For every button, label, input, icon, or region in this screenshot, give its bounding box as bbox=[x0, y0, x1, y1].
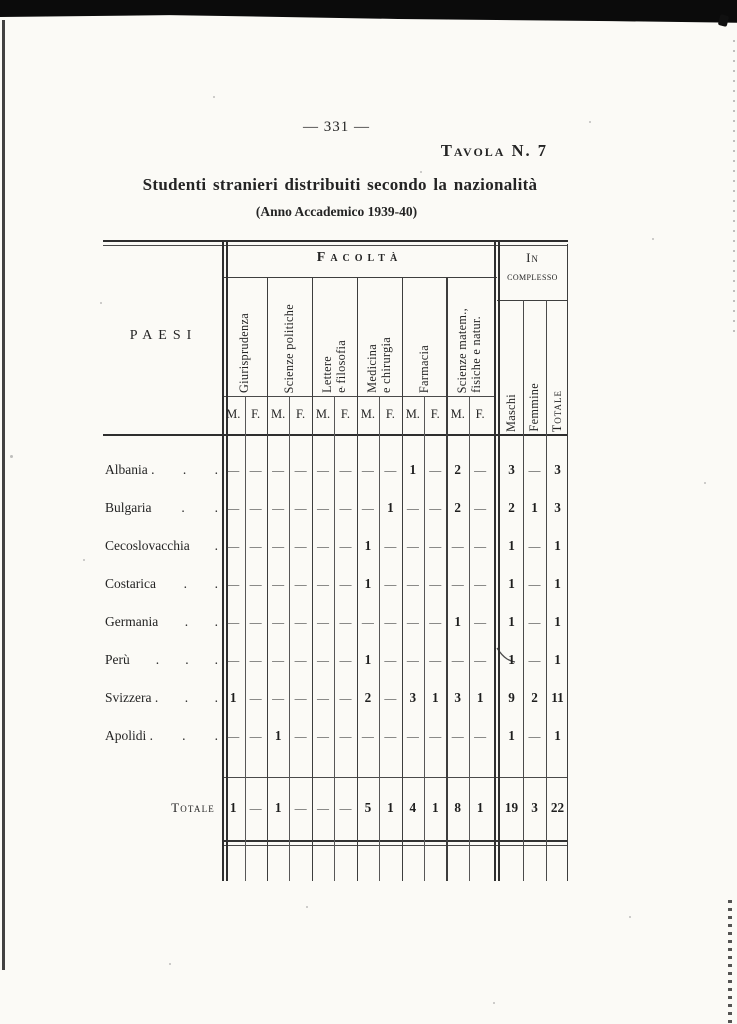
table-cell: — bbox=[474, 463, 487, 477]
table-rule bbox=[222, 777, 568, 778]
table-cell: 1 bbox=[274, 800, 282, 815]
table-cell: — bbox=[227, 615, 240, 629]
faculty-label: e chirurgia bbox=[379, 337, 394, 393]
table-cell: — bbox=[317, 615, 330, 629]
subheader-f: F. bbox=[251, 407, 261, 421]
table-cell: — bbox=[384, 539, 397, 553]
table-cell: — bbox=[429, 653, 442, 667]
table-cell: — bbox=[227, 463, 240, 477]
statistics-table bbox=[105, 240, 568, 885]
subheader-m: M. bbox=[226, 407, 241, 421]
leader-dot: . bbox=[214, 462, 218, 477]
table-cell: — bbox=[429, 615, 442, 629]
table-cell: — bbox=[317, 801, 330, 815]
table-cell: 1 bbox=[554, 538, 561, 553]
table-cell: 19 bbox=[504, 800, 519, 815]
scan-right-edge-dots bbox=[733, 40, 735, 340]
table-cell: — bbox=[528, 577, 541, 591]
table-cell: — bbox=[474, 615, 487, 629]
table-cell: 2 bbox=[531, 690, 538, 705]
table-cell: — bbox=[528, 463, 541, 477]
table-cell: 1 bbox=[508, 728, 515, 743]
table-row bbox=[105, 574, 568, 594]
table-cell: 5 bbox=[364, 800, 372, 815]
subheader-f: F. bbox=[296, 407, 306, 421]
country-name: Apolidi . bbox=[105, 728, 154, 743]
country-name: Svizzera . bbox=[105, 690, 159, 705]
table-cell: — bbox=[451, 729, 464, 743]
table-total-row bbox=[105, 798, 568, 818]
faculty-label: Medicina bbox=[364, 344, 379, 393]
table-cell: — bbox=[227, 501, 240, 515]
row-label bbox=[105, 726, 218, 746]
table-cell: — bbox=[384, 729, 397, 743]
table-rule bbox=[222, 396, 495, 397]
table-cell: — bbox=[384, 615, 397, 629]
table-cell: — bbox=[406, 653, 419, 667]
table-cell: — bbox=[272, 577, 285, 591]
plate-label: Tavola N. 7 bbox=[440, 141, 548, 160]
table-cell: — bbox=[249, 801, 262, 815]
faculty-header-lettere-filosofia bbox=[312, 279, 357, 393]
table-cell: 1 bbox=[554, 614, 561, 629]
table-cell: — bbox=[528, 729, 541, 743]
column-group-facolta: Facoltà bbox=[316, 250, 403, 265]
table-cell: — bbox=[474, 577, 487, 591]
table-cell: — bbox=[339, 615, 352, 629]
table-rule bbox=[497, 300, 567, 301]
table-cell: — bbox=[272, 691, 285, 705]
table-cell: — bbox=[294, 691, 307, 705]
table-cell: — bbox=[406, 729, 419, 743]
scan-corner-mark bbox=[718, 14, 729, 27]
table-cell: — bbox=[294, 501, 307, 515]
leader-dot: . bbox=[214, 538, 218, 553]
faculty-label: Farmacia bbox=[416, 344, 431, 393]
table-cell: — bbox=[384, 463, 397, 477]
row-label bbox=[105, 574, 218, 594]
table-cell: — bbox=[272, 501, 285, 515]
table-cell: — bbox=[474, 653, 487, 667]
leader-dot: . bbox=[181, 500, 185, 515]
table-cell: 1 bbox=[431, 800, 439, 815]
table-cell: — bbox=[429, 463, 442, 477]
table-cell: — bbox=[227, 653, 240, 667]
table-cell: — bbox=[339, 653, 352, 667]
table-cell: 1 bbox=[274, 728, 282, 743]
table-cell: 2 bbox=[364, 690, 372, 705]
table-cell: — bbox=[294, 539, 307, 553]
table-cell: — bbox=[339, 729, 352, 743]
table-cell: 1 bbox=[364, 538, 372, 553]
table-cell: 1 bbox=[387, 500, 394, 515]
faculty-label: fisiche e natur. bbox=[468, 316, 483, 393]
table-cell: — bbox=[294, 615, 307, 629]
table-cell: — bbox=[294, 653, 307, 667]
table-cell: 2 bbox=[454, 500, 462, 515]
column-header-paesi: PAESI bbox=[129, 328, 198, 343]
table-cell: — bbox=[474, 539, 487, 553]
leader-dot: . bbox=[214, 614, 218, 629]
table-cell: — bbox=[361, 615, 374, 629]
table-cell: 1 bbox=[554, 576, 561, 591]
table-cell: 2 bbox=[454, 462, 462, 477]
table-rule bbox=[222, 845, 568, 846]
table-cell: — bbox=[406, 539, 419, 553]
table-cell: — bbox=[317, 577, 330, 591]
country-name: Perù bbox=[105, 652, 130, 667]
table-cell: — bbox=[339, 463, 352, 477]
table-row bbox=[105, 726, 568, 746]
table-cell: — bbox=[249, 653, 262, 667]
table-cell: 4 bbox=[409, 800, 417, 815]
table-cell: — bbox=[249, 729, 262, 743]
scan-right-edge-marks bbox=[728, 900, 732, 1024]
maschi-label: Maschi bbox=[504, 393, 519, 432]
table-cell: — bbox=[227, 539, 240, 553]
table-cell: — bbox=[227, 729, 240, 743]
table-cell: — bbox=[339, 539, 352, 553]
totale-label: Totale bbox=[550, 389, 565, 432]
subheader-m: M. bbox=[315, 407, 331, 421]
table-cell: — bbox=[272, 539, 285, 553]
row-label bbox=[105, 536, 218, 556]
faculty-header-scienze-matem bbox=[446, 279, 491, 393]
leader-dot: . bbox=[182, 728, 186, 743]
table-cell: — bbox=[361, 501, 374, 515]
row-label bbox=[105, 498, 218, 518]
table-cell: — bbox=[317, 539, 330, 553]
table-rule bbox=[494, 241, 496, 881]
table-cell: — bbox=[451, 539, 464, 553]
table-cell: — bbox=[272, 463, 285, 477]
subheader-f: F. bbox=[385, 407, 395, 421]
scan-left-edge-line bbox=[2, 20, 5, 970]
table-cell: 1 bbox=[229, 800, 237, 815]
table-cell: — bbox=[406, 615, 419, 629]
leader-dot: . bbox=[185, 652, 189, 667]
table-cell: — bbox=[317, 691, 330, 705]
table-cell: — bbox=[227, 577, 240, 591]
table-cell: 3 bbox=[554, 462, 561, 477]
table-cell: 3 bbox=[531, 800, 538, 815]
table-cell: — bbox=[317, 463, 330, 477]
faculty-header-scienze-politiche bbox=[267, 279, 312, 393]
table-cell: 1 bbox=[364, 652, 372, 667]
table-row bbox=[105, 650, 568, 670]
faculty-label: Giurisprudenza bbox=[237, 312, 252, 393]
table-cell: 11 bbox=[551, 690, 564, 705]
table-row bbox=[105, 460, 568, 480]
table-cell: 1 bbox=[476, 690, 484, 705]
leader-dot: . bbox=[183, 576, 187, 591]
table-cell: 1 bbox=[554, 728, 561, 743]
table-cell: 1 bbox=[229, 690, 237, 705]
table-cell: — bbox=[249, 539, 262, 553]
table-cell: — bbox=[294, 729, 307, 743]
country-name: Bulgaria bbox=[105, 500, 152, 515]
table-cell: 9 bbox=[508, 690, 515, 705]
table-cell: — bbox=[317, 653, 330, 667]
table-cell: — bbox=[451, 577, 464, 591]
leader-dot: . bbox=[214, 690, 218, 705]
country-name: Germania bbox=[105, 614, 159, 629]
table-cell: — bbox=[361, 729, 374, 743]
table-cell: 3 bbox=[554, 500, 561, 515]
column-header-femmine bbox=[523, 304, 546, 432]
leader-dot: . bbox=[155, 652, 160, 667]
table-cell: 1 bbox=[476, 800, 484, 815]
column-group-in-complesso bbox=[497, 251, 568, 283]
femmine-label: Femmine bbox=[527, 383, 542, 432]
table-cell: — bbox=[339, 501, 352, 515]
row-label bbox=[105, 650, 218, 670]
leader-dot: . bbox=[214, 576, 218, 591]
faculty-label: Scienze matem., bbox=[454, 307, 469, 393]
table-cell: 1 bbox=[508, 614, 515, 629]
table-cell: — bbox=[451, 653, 464, 667]
subheader-m: M. bbox=[270, 407, 286, 421]
scan-top-edge-band bbox=[0, 0, 737, 24]
table-cell: — bbox=[339, 577, 352, 591]
table-cell: — bbox=[249, 691, 262, 705]
table-cell: — bbox=[339, 691, 352, 705]
table-cell: — bbox=[528, 653, 541, 667]
table-cell: — bbox=[249, 615, 262, 629]
table-row bbox=[105, 536, 568, 556]
country-name: Cecoslovacchia bbox=[105, 538, 190, 553]
leader-dot: . bbox=[184, 614, 189, 629]
leader-dot: . bbox=[184, 690, 189, 705]
table-cell: — bbox=[361, 463, 374, 477]
table-row bbox=[105, 688, 568, 708]
table-cell: 1 bbox=[364, 576, 372, 591]
table-cell: — bbox=[384, 691, 397, 705]
subheader-m: M. bbox=[405, 407, 420, 421]
table-cell: — bbox=[429, 729, 442, 743]
table-cell: — bbox=[249, 577, 262, 591]
table-cell: 3 bbox=[508, 462, 515, 477]
table-cell: 22 bbox=[550, 800, 565, 815]
subheader-m: M. bbox=[450, 407, 465, 421]
table-cell: 1 bbox=[431, 690, 439, 705]
table-cell: — bbox=[249, 463, 262, 477]
table-cell: — bbox=[294, 463, 307, 477]
table-cell: 1 bbox=[531, 500, 538, 515]
country-name: Costarica bbox=[105, 576, 156, 591]
table-cell: — bbox=[294, 801, 307, 815]
leader-dot: . bbox=[214, 652, 218, 667]
table-rule bbox=[222, 840, 568, 842]
faculty-header-farmacia bbox=[402, 279, 447, 393]
column-header-totale bbox=[546, 304, 569, 432]
row-label bbox=[105, 612, 218, 632]
table-cell: 1 bbox=[508, 538, 515, 553]
table-cell: — bbox=[429, 577, 442, 591]
subheader-f: F. bbox=[475, 407, 485, 421]
page-number: — 331 — bbox=[303, 119, 370, 135]
subheader-m: M. bbox=[360, 407, 376, 421]
document-subtitle: (Anno Accademico 1939-40) bbox=[255, 204, 418, 219]
table-cell: 1 bbox=[387, 800, 394, 815]
leader-dot: . bbox=[182, 462, 187, 477]
table-cell: — bbox=[272, 615, 285, 629]
table-cell: — bbox=[384, 653, 397, 667]
table-cell: — bbox=[429, 501, 442, 515]
table-cell: 2 bbox=[508, 500, 515, 515]
table-cell: — bbox=[406, 577, 419, 591]
faculty-label: e filosofia bbox=[334, 340, 349, 393]
document-title: Studenti stranieri distribuiti secondo la nazionalità bbox=[142, 175, 538, 194]
table-cell: — bbox=[272, 653, 285, 667]
table-cell: — bbox=[317, 501, 330, 515]
in-complesso-line2: complesso bbox=[507, 271, 558, 283]
table-cell: 1 bbox=[409, 462, 417, 477]
table-cell: — bbox=[317, 729, 330, 743]
leader-dot: . bbox=[214, 728, 218, 743]
table-cell: 1 bbox=[554, 652, 561, 667]
table-cell: — bbox=[474, 501, 487, 515]
table-cell: — bbox=[339, 801, 352, 815]
faculty-header-medicina-chirurgia bbox=[357, 279, 402, 393]
table-cell: 8 bbox=[454, 800, 462, 815]
table-cell: — bbox=[384, 577, 397, 591]
country-name: Albania . bbox=[105, 462, 155, 477]
subheader-f: F. bbox=[340, 407, 350, 421]
table-cell: 3 bbox=[409, 690, 417, 705]
total-row-label: Totale bbox=[171, 800, 215, 815]
table-cell: — bbox=[528, 539, 541, 553]
table-row bbox=[105, 612, 568, 632]
table-cell: — bbox=[294, 577, 307, 591]
leader-dot: . bbox=[214, 500, 218, 515]
table-cell: 1 bbox=[454, 614, 462, 629]
table-row bbox=[105, 498, 568, 518]
table-cell: — bbox=[249, 501, 262, 515]
table-cell: — bbox=[429, 539, 442, 553]
table-cell: 1 bbox=[508, 576, 515, 591]
faculty-label: Lettere bbox=[320, 356, 335, 393]
in-complesso-line1: In bbox=[526, 250, 539, 265]
table-cell: — bbox=[406, 501, 419, 515]
table-cell: 1 bbox=[508, 652, 515, 667]
subheader-f: F. bbox=[430, 407, 440, 421]
table-cell: — bbox=[528, 615, 541, 629]
table-cell: 3 bbox=[454, 690, 462, 705]
faculty-label: Scienze politiche bbox=[282, 303, 297, 393]
row-label bbox=[105, 460, 218, 480]
table-cell: — bbox=[474, 729, 487, 743]
column-header-maschi bbox=[500, 304, 523, 432]
row-label bbox=[105, 688, 218, 708]
faculty-header-giurisprudenza bbox=[222, 279, 267, 393]
